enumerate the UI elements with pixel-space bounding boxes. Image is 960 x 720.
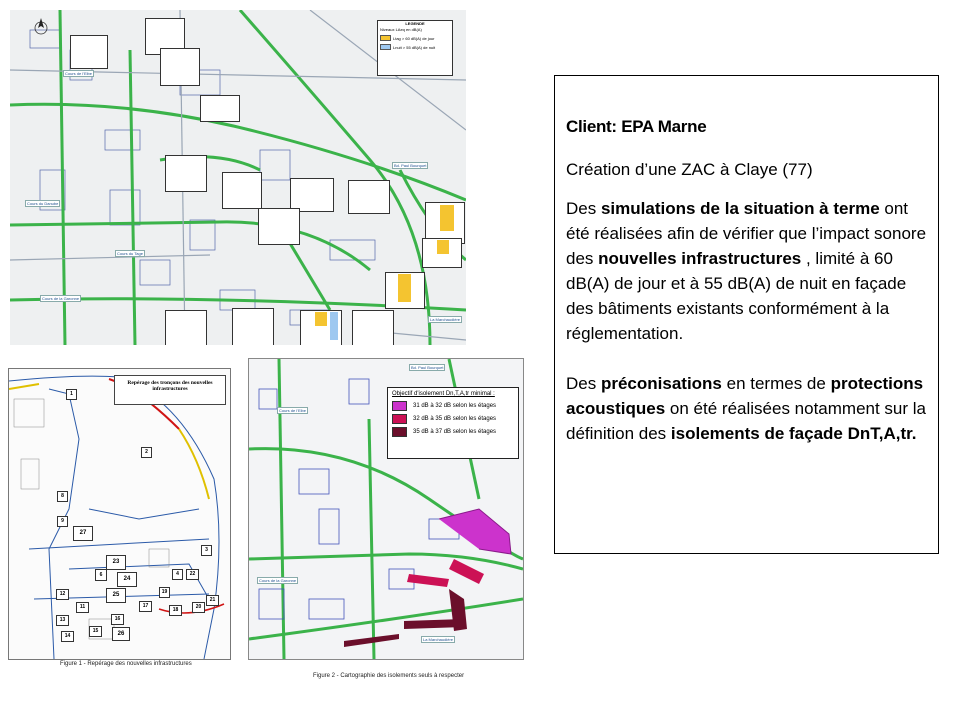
legend-swatch (392, 414, 407, 424)
section-number: 12 (56, 589, 69, 600)
section-number: 17 (139, 601, 152, 612)
day-swatch (380, 35, 391, 41)
road-label: Bd. Paul Bourquet (411, 365, 444, 370)
project-description (566, 114, 931, 446)
level-table (165, 155, 207, 192)
day-exceedance-cells (440, 205, 454, 231)
legend-item (392, 401, 514, 411)
legend-item-day (380, 35, 450, 41)
night-exceedance-cells (330, 312, 338, 340)
section-number: 9 (57, 516, 68, 527)
level-table (258, 208, 300, 245)
text-bold: simulations de la situation à terme (600, 199, 880, 218)
legend-label: 35 dB à 37 dB selon les étages (413, 429, 497, 435)
map-legend (377, 20, 453, 76)
legend-item (392, 427, 514, 437)
day-exceedance-cells (398, 274, 411, 302)
legend-item-night (380, 44, 450, 50)
section-number: 24 (117, 572, 137, 587)
road-label: Cours du Tage (117, 251, 143, 256)
road-label: Cours de l'Elbe (65, 71, 92, 76)
legend-title: LEGENDE (405, 21, 425, 26)
level-table (348, 180, 390, 214)
map-title-box (114, 375, 226, 405)
level-table (232, 308, 274, 345)
text-run: Des (566, 199, 601, 218)
road-label: Cours du Danube (27, 201, 59, 206)
client-name: Client: EPA Marne (566, 117, 707, 136)
section-number: 16 (111, 614, 124, 625)
section-number: 22 (186, 569, 199, 580)
simulation-paragraph (566, 196, 931, 346)
section-number: 27 (73, 526, 93, 541)
level-table (70, 35, 108, 69)
level-table (165, 310, 207, 345)
section-number: 18 (169, 605, 182, 616)
legend-swatch (392, 401, 407, 411)
figure-caption: Figure 2 - Cartographie des isolements seuls à respecter (313, 673, 465, 679)
section-number: 21 (206, 595, 219, 606)
section-number: 11 (76, 602, 89, 613)
text-run: ont été réalisées afin de vérifier que l’impact sonore des (566, 199, 927, 268)
legend-row: Niveaux LAeq en dB(A) (380, 27, 422, 32)
level-table (290, 178, 334, 212)
figure-caption: Figure 1 - Repérage des nouvelles infrastructures (60, 661, 192, 667)
day-exceedance-cells (437, 240, 449, 254)
legend-label: Lnuit > 55 dB(A) de nuit (393, 44, 436, 50)
legend-title: Objectif d'isolement Dn,T,A,tr minimal : (392, 391, 495, 397)
section-number: 19 (159, 587, 170, 598)
road-label: Bd. Paul Bourquet (394, 163, 427, 168)
north-arrow-icon (32, 16, 50, 38)
section-number: 1 (66, 389, 77, 400)
night-swatch (380, 44, 391, 50)
level-table (160, 48, 200, 86)
section-number: 13 (56, 615, 69, 626)
section-number: 14 (61, 631, 74, 642)
map-title: Repérage des tronçons des nouvelles (127, 380, 213, 386)
text-run: on été réalisées notamment sur la définition des (566, 399, 927, 443)
text-bold: préconisations (600, 374, 722, 393)
text-run: , limité à 60 dB(A) de jour et à 55 dB(A) de nuit en façade des bâtiments existants conformément à la réglementation. (566, 249, 907, 343)
isolation-legend (387, 387, 519, 459)
section-number: 26 (112, 627, 130, 641)
infrastructure-section-map (8, 368, 231, 660)
map-title: infrastructures (152, 386, 188, 392)
section-number: 4 (172, 569, 183, 580)
section-number: 8 (57, 491, 68, 502)
legend-label: 32 dB à 35 dB selon les étages (413, 416, 497, 422)
legend-item (392, 414, 514, 424)
text-bold: isolements de façade DnT,A,tr. (670, 424, 917, 443)
road-label: Cours de la Garonne (42, 296, 80, 301)
legend-label: 31 dB à 32 dB selon les étages (413, 403, 497, 409)
legend-label: Ltag > 60 dB(A) de jour (393, 35, 435, 41)
legend-swatch (392, 427, 407, 437)
level-table (200, 95, 240, 122)
road-label: Cours de la Garonne (259, 578, 297, 583)
section-number: 23 (106, 555, 126, 570)
road-label: La Marchaudière (430, 317, 461, 322)
road-label: La Marchaudière (423, 637, 454, 642)
section-number: 15 (89, 626, 102, 637)
text-run: en termes de (721, 374, 831, 393)
section-number: 6 (95, 569, 107, 581)
day-exceedance-cells (315, 312, 327, 326)
facade-isolation-map (248, 358, 524, 660)
road-label: Cours de l'Elbe (279, 408, 306, 413)
section-number: 3 (201, 545, 212, 556)
section-number: 20 (192, 602, 205, 613)
text-bold: protections acoustiques (566, 374, 924, 418)
recommendation-paragraph (566, 371, 931, 446)
project-title: Création d’une ZAC à Claye (77) (566, 160, 813, 179)
section-number: 2 (141, 447, 152, 458)
text-run: Des (566, 374, 601, 393)
level-table (352, 310, 394, 345)
text-bold: nouvelles infrastructures (598, 249, 802, 268)
project-description-box (554, 75, 939, 554)
level-table (222, 172, 262, 209)
section-number: 25 (106, 588, 126, 603)
noise-simulation-map (10, 10, 466, 345)
